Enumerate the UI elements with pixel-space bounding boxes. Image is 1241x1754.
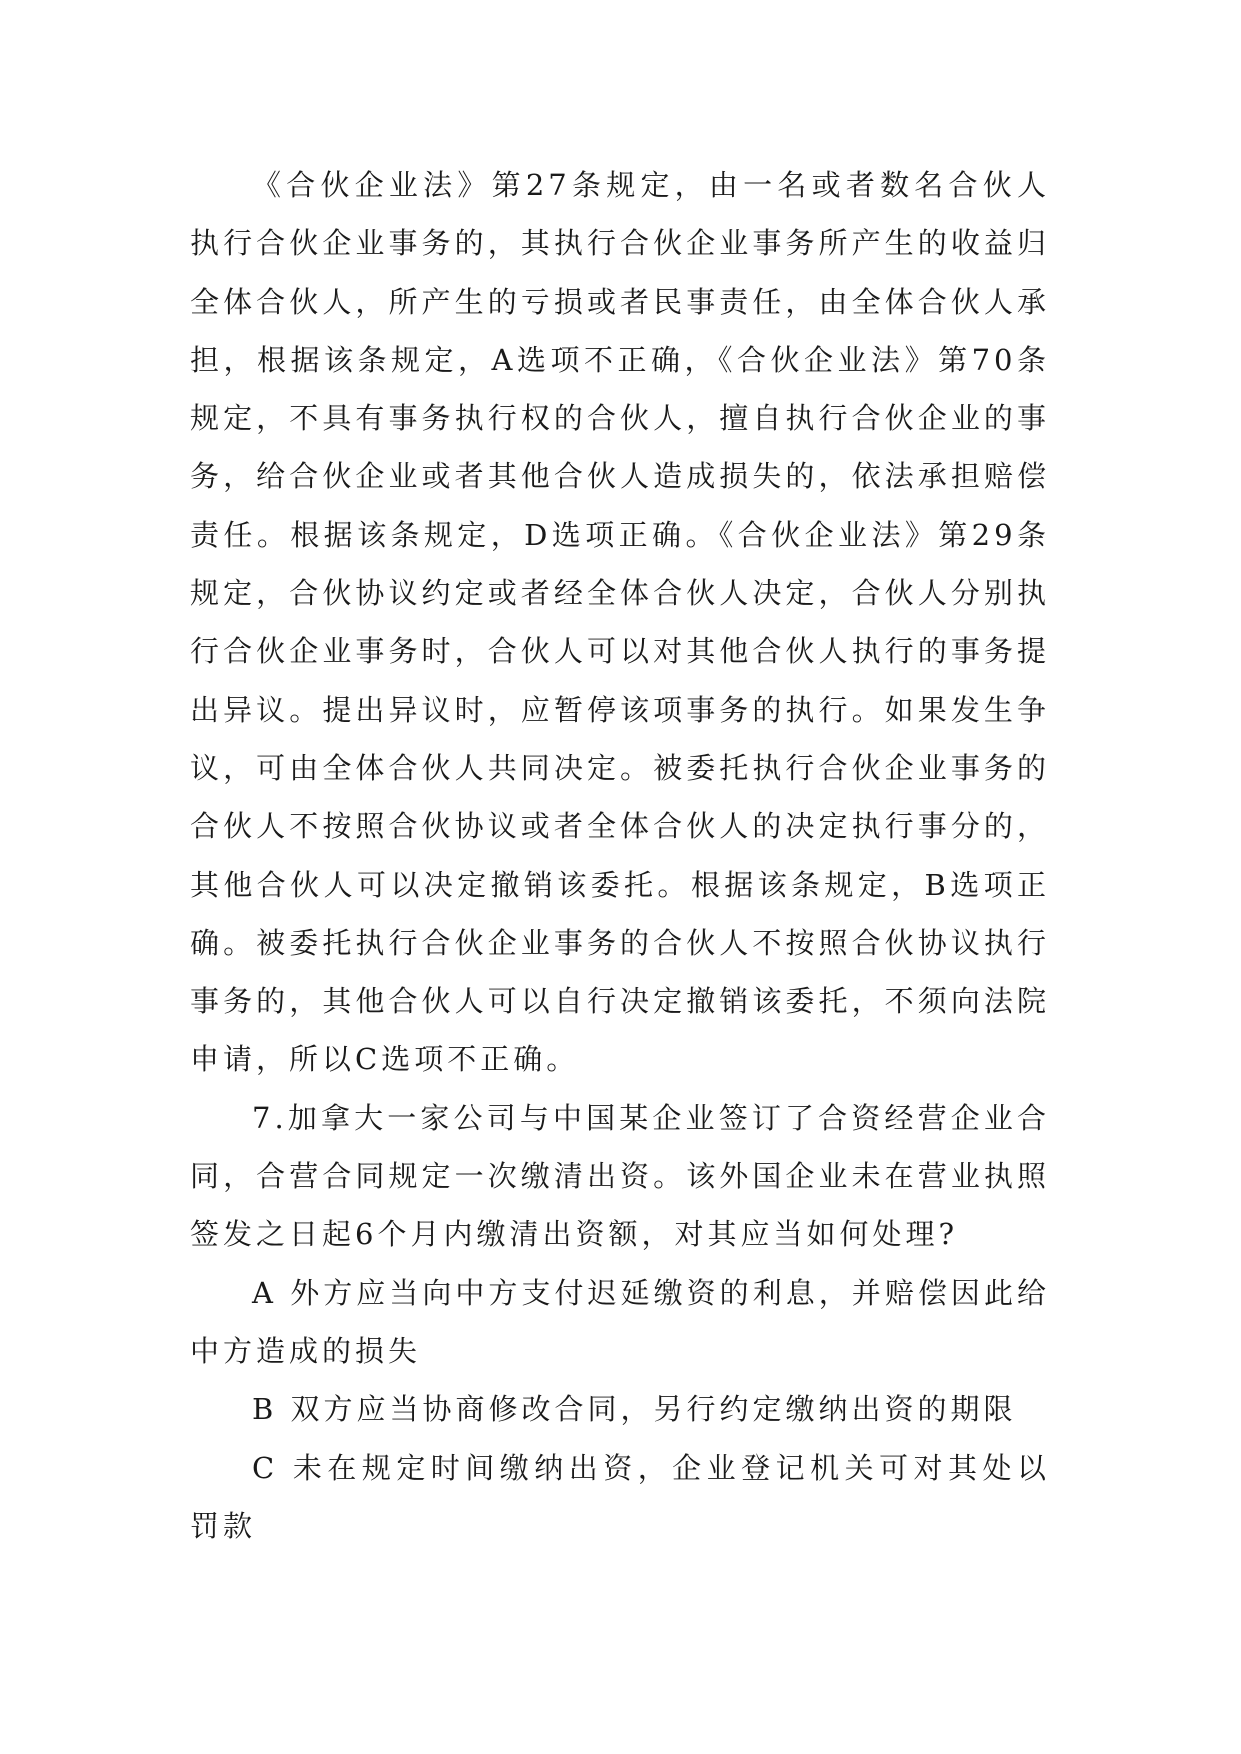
option-b-paragraph: B 双方应当协商修改合同，另行约定缴纳出资的期限: [252, 1392, 1017, 1427]
option-c-paragraph: C 未在规定时间缴纳出资，企业登记机关可对其处以罚款: [190, 1450, 1050, 1543]
explanation-paragraph: 《合伙企业法》第27条规定，由一名或者数名合伙人执行合伙企业事务的，其执行合伙企业事务所产生的收益归全体合伙人，所产生的亏损或者民事责任，由全体合伙人承担，根据该条规定，A选项不正确，《合伙企业法》第70条规定，不具有事务执行权的合伙人，擅自执行合伙企业的事务，给合伙企业或者其他合伙人造成损失的，依法承担赔偿责任。根据该条规定，D选项正确。《合伙企业法》第29条规定，合伙协议约定或者经全体合伙人决定，合伙人分别执行合伙企业事务时，合伙人可以对其他合伙人执行的事务提出异议。提出异议时，应暂停该项事务的执行。如果发生争议，可由全体合伙人共同决定。被委托执行合伙企业事务的合伙人不按照合伙协议或者全体合伙人的决定执行事分的，其他合伙人可以决定撤销该委托。根据该条规定，B选项正确。被委托执行合伙企业事务的合伙人不按照合伙协议执行事务的，其他合伙人可以自行决定撤销该委托，不须向法院申请，所以C选项不正确。: [190, 168, 1050, 1077]
question-7-paragraph: 7.加拿大一家公司与中国某企业签订了合资经营企业合同，合营合同规定一次缴清出资。该外国企业未在营业执照签发之日起6个月内缴清出资额，对其应当如何处理?: [190, 1100, 1050, 1252]
document-body: [190, 156, 1050, 1555]
option-a-paragraph: A 外方应当向中方支付迟延缴资的利息，并赔偿因此给中方造成的损失: [190, 1275, 1050, 1368]
